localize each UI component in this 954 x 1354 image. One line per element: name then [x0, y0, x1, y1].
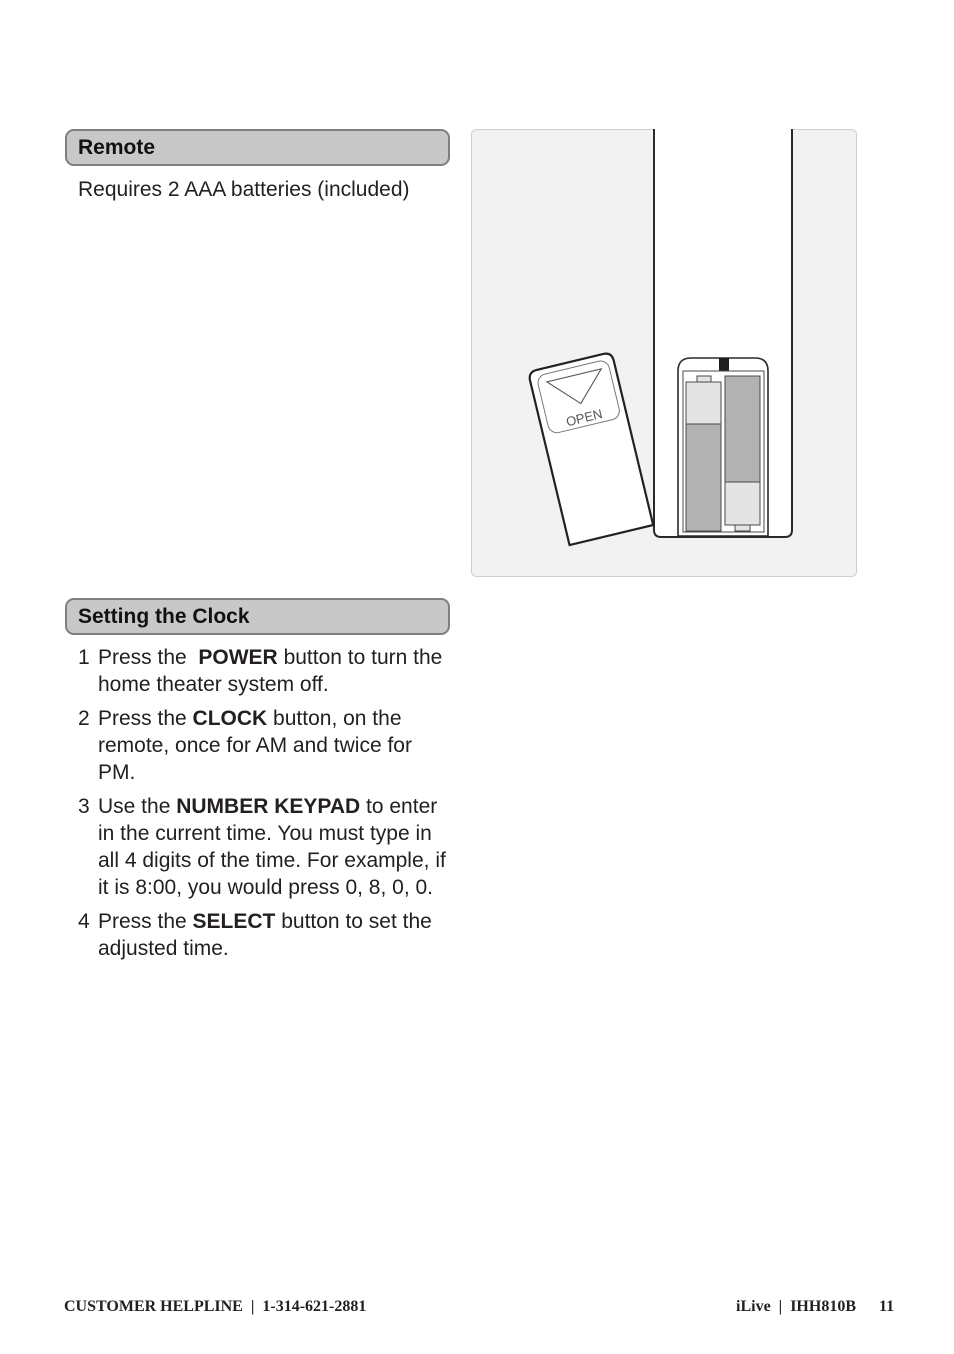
footer-product-info [736, 1298, 894, 1316]
remote-battery-note: Requires 2 AAA batteries (included) [78, 178, 410, 201]
battery-right-body [725, 376, 760, 482]
step-keyword: NUMBER KEYPAD [176, 795, 361, 818]
battery-compartment [678, 358, 768, 536]
footer-helpline [64, 1298, 366, 1316]
step-4 [78, 908, 458, 962]
remote-section-heading: Remote [65, 129, 450, 166]
step-keyword: POWER [198, 646, 278, 669]
battery-installation-diagram [471, 129, 857, 577]
battery-left [686, 376, 721, 531]
step-line [98, 644, 458, 671]
battery-left-terminal [697, 376, 711, 382]
step-line: PM. [98, 761, 136, 784]
step-2 [78, 705, 458, 786]
footer-separator: | [250, 1298, 255, 1315]
step-number: 3 [78, 795, 90, 818]
step-text [98, 908, 458, 962]
step-line [98, 793, 458, 820]
battery-right [725, 376, 760, 531]
step-3 [78, 793, 458, 901]
step-keyword: CLOCK [192, 707, 268, 730]
step-line [98, 908, 458, 935]
battery-cover-open-label: OPEN [564, 406, 604, 430]
step-keyword: SELECT [192, 910, 276, 933]
battery-right-cap [725, 482, 760, 525]
helpline-label: CUSTOMER HELPLINE [64, 1298, 243, 1315]
step-text-before: Use the [98, 795, 177, 818]
step-text [98, 705, 458, 786]
step-line [98, 705, 458, 732]
step-number: 2 [78, 707, 90, 730]
step-text-before: Press the [98, 910, 193, 933]
step-1 [78, 644, 458, 698]
battery-left-body [686, 424, 721, 531]
step-text-before: Press the [98, 707, 193, 730]
compartment-latch [719, 358, 729, 371]
step-text [98, 793, 458, 901]
battery-left-cap [686, 382, 721, 424]
step-text-before: Press the [98, 646, 199, 669]
step-text-after: button, on the [267, 707, 402, 730]
step-line: remote, once for AM and twice for [98, 734, 412, 757]
battery-right-terminal [735, 525, 750, 531]
step-line: home theater system off. [98, 673, 329, 696]
step-text-after: button to set the [275, 910, 432, 933]
clock-section-heading: Setting the Clock [65, 598, 450, 635]
step-line: in the current time. You must type in [98, 822, 432, 845]
helpline-phone: 1-314-621-2881 [262, 1298, 367, 1315]
step-line: adjusted time. [98, 937, 229, 960]
step-number: 4 [78, 910, 90, 933]
step-text-after: to enter [360, 795, 438, 818]
step-number: 1 [78, 646, 90, 669]
footer-brand: iLive [736, 1298, 771, 1315]
step-line: it is 8:00, you would press 0, 8, 0, 0. [98, 876, 434, 899]
page-number: 11 [879, 1298, 895, 1315]
footer-separator: | [778, 1298, 783, 1315]
footer-model: IHH810B [790, 1298, 856, 1315]
step-text-after: button to turn the [277, 646, 443, 669]
step-line: all 4 digits of the time. For example, if [98, 849, 446, 872]
clock-steps-list [78, 644, 458, 969]
step-text [98, 644, 458, 698]
